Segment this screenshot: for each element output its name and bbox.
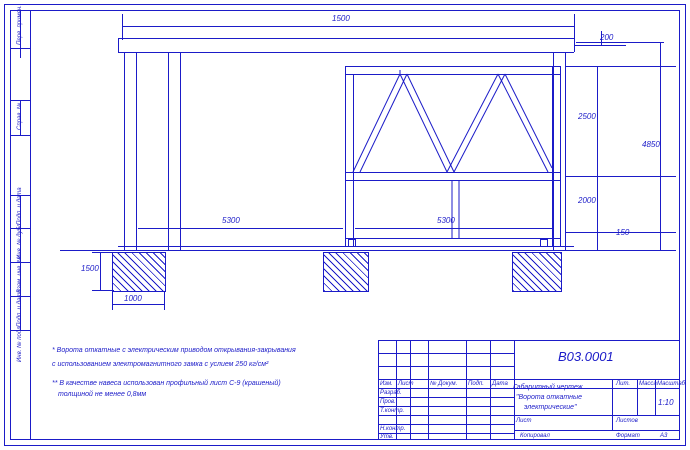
margin-label-1: Справ. № — [17, 102, 23, 130]
right-post-outer — [553, 52, 554, 250]
dim-2500-line — [597, 66, 598, 176]
dim-1500-line — [100, 252, 101, 290]
canopy-roof-top — [118, 38, 574, 39]
note-line-2: ** В качестве навеса использован профильный лист С-9 (крашеный) — [52, 380, 281, 387]
dim-5300-left-line — [138, 228, 343, 229]
margin-label-6: Инв. № подл. — [17, 324, 23, 362]
dim-2000-line — [597, 176, 598, 232]
note-line-1: с использованием электромагнитного замка с услием 250 кг/см² — [52, 361, 269, 368]
dim-200-value: 200 — [600, 33, 614, 42]
tb-title-line-2: электрические" — [524, 404, 577, 411]
gate-bottom-rail-upper — [345, 238, 560, 239]
tb-header-data: Дата — [492, 381, 508, 387]
margin-label-2: Подп. и дата — [17, 187, 23, 225]
mid-left-post-inner — [180, 52, 181, 250]
dim-5300-right-line — [355, 228, 553, 229]
tb-title-line-0: Габаритный чертеж — [513, 384, 583, 391]
canopy-roof-bottom — [118, 52, 574, 53]
tb-right-col-2 — [637, 379, 638, 415]
tb-role-razrab: Разраб. — [380, 390, 402, 396]
tb-header-list: Лист — [398, 381, 414, 387]
foundation-middle — [323, 252, 369, 292]
margin-label-3: Инв. № дубл. — [17, 222, 23, 259]
gate-base-rail — [118, 246, 574, 247]
dim-top-ext-left — [122, 14, 123, 40]
dim-4850-ext-top — [576, 42, 664, 43]
left-post-inner — [136, 52, 137, 250]
tb-row-6 — [378, 406, 514, 407]
gate-roller-right — [540, 239, 548, 247]
dim-5300-right-value: 5300 — [437, 216, 455, 225]
margin-label-0: Перв. примен. — [17, 5, 23, 45]
dim-1000-line — [112, 304, 164, 305]
gate-roller-left — [348, 239, 356, 247]
dim-top-value: 1500 — [332, 14, 350, 23]
note-line-0: * Ворота откатные с электрическим приводом открывания-закрывания — [52, 347, 296, 354]
gate-right-stile — [560, 66, 561, 246]
dim-1000-ext-right — [164, 292, 165, 310]
tb-row-9 — [378, 433, 514, 434]
tb-right-sep-3 — [514, 415, 680, 416]
gate-left-stile — [345, 66, 346, 246]
tb-col-3 — [428, 340, 429, 440]
right-post-inner — [565, 52, 566, 250]
tb-header-podp: Подп. — [468, 381, 484, 387]
margin-label-5: Подп. и дата — [17, 289, 23, 327]
dim-1500-ext-bot — [92, 290, 114, 291]
tb-row-4 — [378, 388, 514, 389]
tb-header-masshtab: Масштаб — [657, 381, 686, 387]
foundation-left — [112, 252, 166, 292]
dim-top-ext-right — [574, 14, 575, 40]
tb-right-sep-4 — [514, 430, 680, 431]
tb-header-lit: Лит. — [616, 381, 631, 387]
gate-top-rail-upper — [345, 66, 560, 67]
tb-sheets-label: Листов — [616, 418, 638, 424]
gate-left-stile-inner — [353, 74, 354, 246]
dim-150-value: 150 — [616, 228, 630, 237]
gate-mid-rail-lower — [345, 180, 560, 181]
gate-top-rail-lower — [345, 74, 560, 75]
dim-top-line — [122, 26, 574, 27]
mid-left-post-outer — [168, 52, 169, 250]
tb-format-value: А3 — [660, 433, 668, 439]
dim-1500-value: 1500 — [81, 264, 99, 273]
tb-role-utv: Утв. — [380, 434, 394, 440]
tb-row-3 — [378, 379, 514, 380]
tb-row-2 — [378, 366, 514, 367]
tb-sheet-label: Лист — [516, 418, 532, 424]
tb-role-nkontr: Н.контр. — [380, 426, 406, 432]
tb-designation: В03.0001 — [558, 349, 614, 364]
gate-mid-rail-upper — [345, 172, 560, 173]
dim-4850-line — [660, 42, 661, 250]
margin-label-4: Взам. инв. № — [17, 255, 23, 293]
tb-row-7 — [378, 415, 514, 416]
dim-1500-ext-top — [92, 252, 114, 253]
dim-150-line — [597, 232, 598, 250]
gate-right-stile-inner — [552, 66, 553, 246]
tb-edge-left — [378, 340, 379, 440]
foundation-right — [512, 252, 562, 292]
dim-1000-value: 1000 — [124, 294, 142, 303]
tb-header-massa: Масса — [639, 381, 657, 387]
tb-header-docum: № Докум. — [430, 381, 458, 387]
dim-200-leader — [574, 45, 626, 46]
left-margin-divider — [30, 10, 31, 440]
tb-copied-label: Копировал — [520, 433, 550, 439]
tb-format-label: Формат — [616, 433, 640, 439]
tb-col-4 — [466, 340, 467, 440]
dim-1000-ext-left — [112, 292, 113, 310]
tb-scale-value: 1:10 — [658, 398, 674, 407]
margin-sep-3 — [10, 135, 30, 136]
tb-role-prov: Пров. — [380, 399, 396, 405]
tb-header-izm: Изм. — [380, 381, 393, 387]
dim-4850-value: 4850 — [642, 140, 660, 149]
dim-right-ext-ground — [566, 250, 676, 251]
left-post-outer — [124, 52, 125, 250]
tb-role-tkontr: Т.контр. — [380, 408, 405, 414]
tb-row-5 — [378, 397, 514, 398]
note-line-3: толщиной не менее 0,8мм — [58, 391, 147, 398]
tb-right-col-4 — [612, 415, 613, 430]
tb-right-col-1 — [612, 379, 613, 415]
tb-col-2 — [410, 340, 411, 440]
dim-5300-left-value: 5300 — [222, 216, 240, 225]
tb-row-8 — [378, 424, 514, 425]
dim-2000-value: 2000 — [578, 196, 596, 205]
tb-col-5 — [490, 340, 491, 440]
dim-2500-value: 2500 — [578, 112, 596, 121]
tb-title-line-1: "Ворота откатные — [516, 394, 583, 401]
tb-row-1 — [378, 353, 514, 354]
canopy-roof-left-edge — [118, 38, 119, 52]
